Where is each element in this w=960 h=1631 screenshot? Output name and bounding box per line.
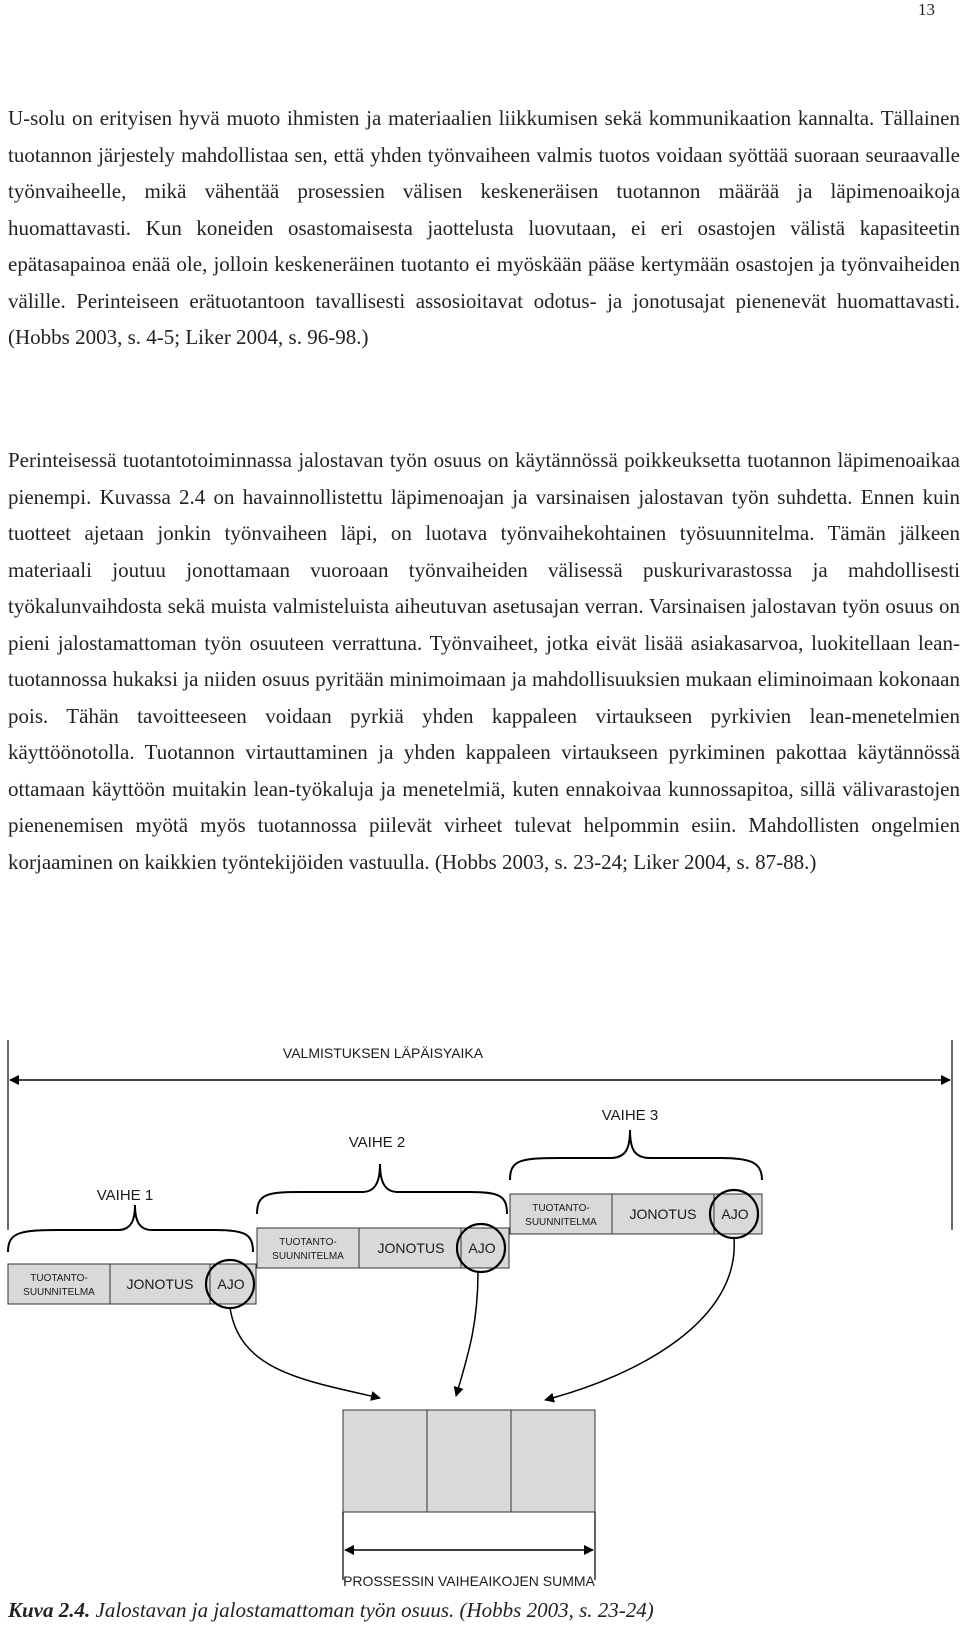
- sum-box-1: [343, 1410, 427, 1512]
- phase-3-run: AJO: [721, 1206, 749, 1222]
- phase-3-arrow: [545, 1238, 734, 1400]
- body-paragraph: U-solu on erityisen hyvä muoto ihmisten ja materiaalien liikkumisen sekä kommunikaation kannalta. Tällainen tuotannon järjestely mahdollistaa sen, että yhden työnvaiheen valmis tuotos voidaan syöttää suoraan seuraavalle työnvaiheelle, mikä vähentää prosessien välisen keskeneräisen tuotannon määrää ja läpimenoaikoja huomattavasti. Kun koneiden osastomaisesta jaottelusta luovutaan, ei eri osastojen välistä kapasiteetin epätasapainoa enää ole, jolloin keskeneräinen tuotanto ei myöskään pääse kertymään osastojen ja työnvaiheiden välille. Perinteiseen erätuotantoon tavallisesti assosioitavat odotus- ja jonotusajat pienenevät huomattavasti. (Hobbs 2003, s. 4-5; Liker 2004, s. 96-98.): [8, 106, 960, 349]
- phase-2-brace: [257, 1164, 507, 1214]
- sum-box-2: [427, 1410, 511, 1512]
- phase-1-brace: [8, 1205, 253, 1252]
- phase-2-planning-line1: TUOTANTO-: [279, 1237, 337, 1248]
- phase-1-row: [8, 1260, 256, 1308]
- phase-3-brace: [510, 1130, 762, 1180]
- phase-2-arrow: [456, 1272, 478, 1396]
- phase-3-planning-line1: TUOTANTO-: [532, 1203, 590, 1214]
- phase-1-label: VAIHE 1: [96, 1187, 154, 1204]
- phase-3-label: VAIHE 3: [601, 1107, 659, 1124]
- phase-1-planning-line1: TUOTANTO-: [30, 1273, 88, 1284]
- phase-1-run: AJO: [217, 1276, 245, 1292]
- phase-3-planning-line2: SUUNNITELMA: [525, 1217, 597, 1228]
- caption-text: Jalostavan ja jalostamattoman työn osuus. (Hobbs 2003, s. 23-24): [90, 1598, 654, 1622]
- phase-3-queue: JONOTUS: [629, 1206, 697, 1222]
- phase-2-label: VAIHE 2: [348, 1134, 406, 1151]
- sum-box-3: [511, 1410, 595, 1512]
- phase-1-planning-line2: SUUNNITELMA: [23, 1287, 95, 1298]
- phase-2-row: [257, 1224, 509, 1272]
- caption-number: Kuva 2.4.: [8, 1598, 91, 1622]
- body-paragraph: Perinteisessä tuotantotoiminnassa jalostavan työn osuus on käytännössä poikkeuksetta tuotannon läpimenoaikaa pienempi. Kuvassa 2.4 on havainnollistettu läpimenoajan ja varsinaisen jalostavan työn suhdetta. Ennen kuin tuotteet ajetaan jonkin työnvaiheen läpi, on luotava työnvaihekohtainen työsuunnitelma. Tämän jälkeen materiaali joutuu jonottamaan vuoroaan työnvaiheiden välisessä puskurivarastossa ja mahdollisesti työkalunvaihdosta sekä muista valmisteluista aiheutuvan asetusajan verran. Varsinaisen jalostavan työn osuus on pieni jalostamattoman työn osuuteen verrattuna. Työnvaiheet, jotka eivät lisää asiakasarvoa, luokitellaan lean-tuotannossa hukaksi ja niiden osuus pyritään minimoimaan ja mahdollisuuksien mukaan eliminoimaan kokonaan pois. Tähän tavoitteeseen voidaan pyrkiä yhden kappaleen virtaukseen pyrkivien lean-menetelmien käyttöönotolla. Tuotannon virtauttaminen ja yhden kappaleen virtaukseen pyrkiminen pakottaa käytännössä ottamaan käyttöön muitakin lean-työkaluja ja menetelmiä, kuten ennakoivaa kunnossapitoa, sillä välivarastojen pienenemisen myötä myös tuotannossa piilevät virheet tulevat helpommin esiin. Mahdollisten ongelmien korjaaminen on kaikkien työntekijöiden vastuulla. (Hobbs 2003, s. 23-24; Liker 2004, s. 87-88.): [8, 448, 960, 874]
- page-number: 13: [918, 0, 935, 19]
- lead-time-label: VALMISTUKSEN LÄPÄISYAIKA: [282, 1045, 484, 1061]
- phase-2-planning-line2: SUUNNITELMA: [272, 1251, 344, 1262]
- phase-2-run: AJO: [468, 1240, 496, 1256]
- phase-1-queue: JONOTUS: [126, 1276, 194, 1292]
- sum-label: PROSSESSIN VAIHEAIKOJEN SUMMA: [343, 1573, 595, 1589]
- figure-caption: [8, 1598, 654, 1623]
- phase-3-row: [510, 1190, 762, 1238]
- phase-2-queue: JONOTUS: [377, 1240, 445, 1256]
- phase-1-arrow: [230, 1308, 380, 1398]
- lead-time-diagram: [0, 1030, 960, 1590]
